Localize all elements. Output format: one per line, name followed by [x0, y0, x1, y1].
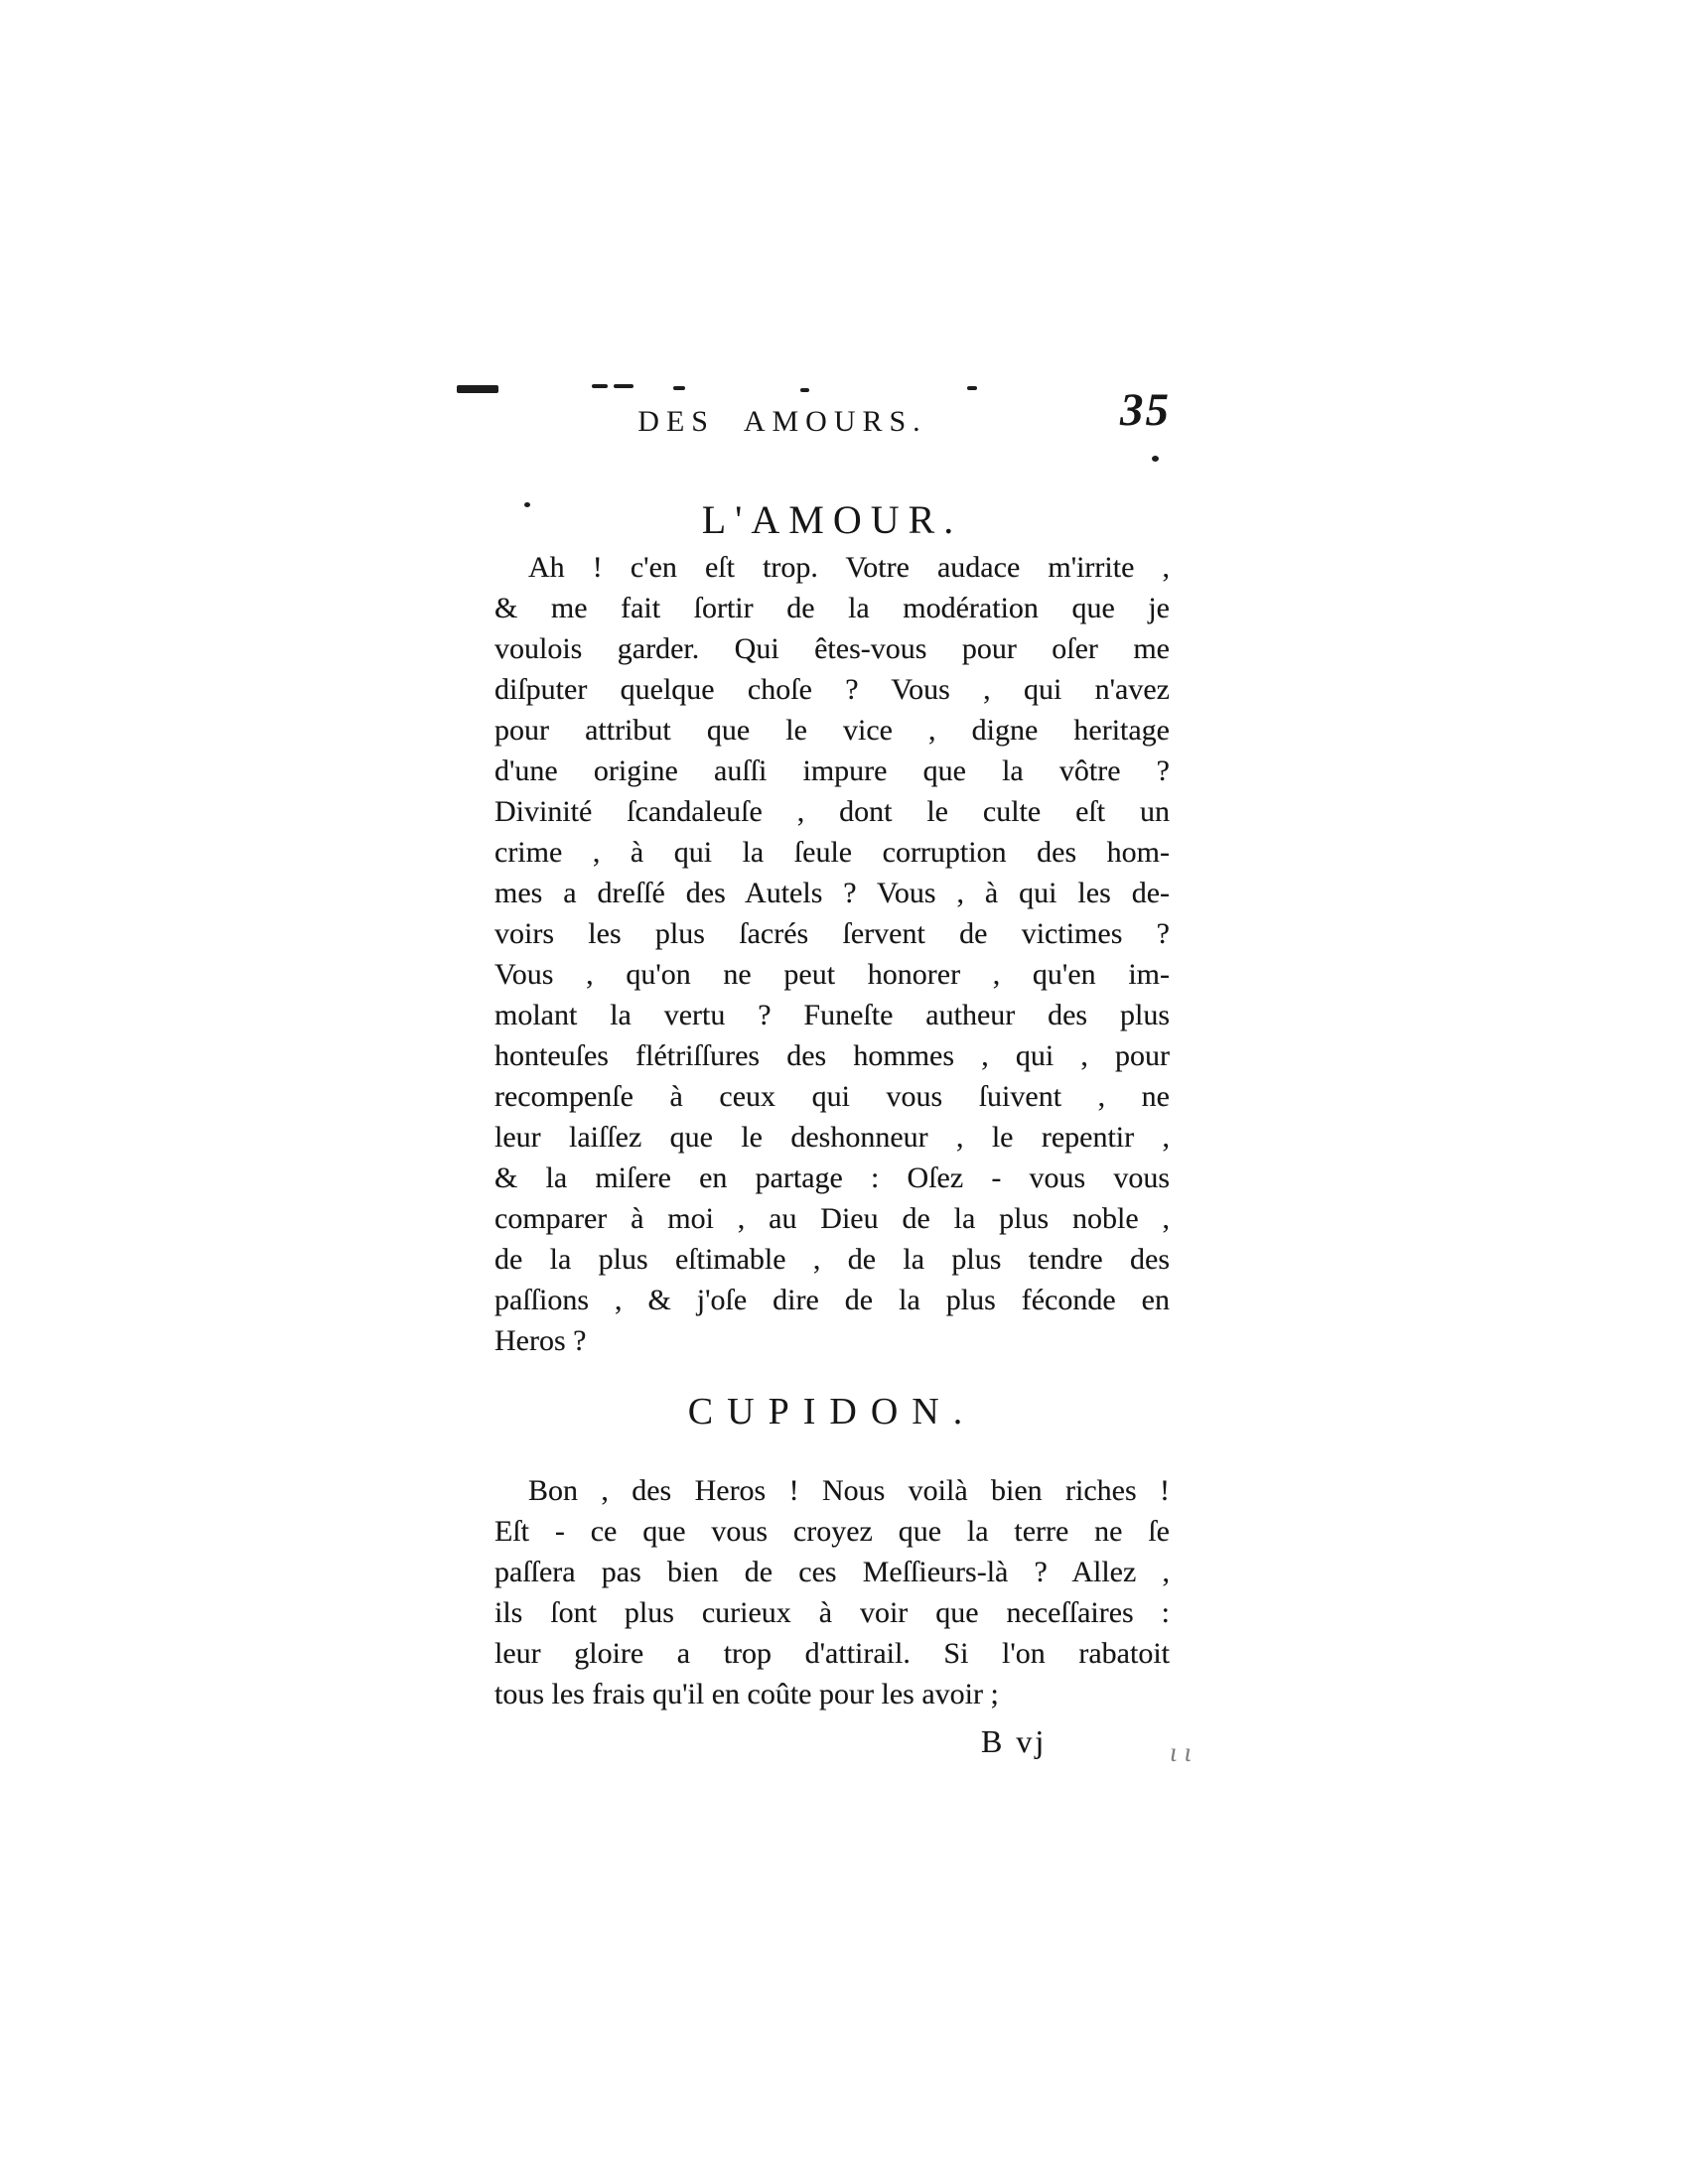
- text-line: paſſera pas bien de ces Meſſieurs-là ? Allez ,: [494, 1556, 1170, 1588]
- text-line: Vous , qu'on ne peut honorer , qu'en im-: [494, 958, 1170, 991]
- broken-rule-fragment: [592, 384, 608, 388]
- speaker-heading-lamour: L'AMOUR.: [701, 497, 963, 542]
- text-line: & la miſere en partage : Oſez - vous vous: [494, 1161, 1170, 1194]
- running-head: DES AMOURS.: [637, 405, 927, 438]
- text-line: crime , à qui la ſeule corruption des hom-: [494, 836, 1170, 869]
- speech-paragraph-lamour: [494, 547, 1170, 1361]
- page-number: 35: [1120, 384, 1171, 436]
- signature-mark: B vj: [981, 1723, 1048, 1759]
- text-line: & me fait ſortir de la modération que je: [494, 592, 1170, 624]
- ink-speck: [967, 386, 977, 390]
- text-line: diſputer quelque choſe ? Vous , qui n'avez: [494, 673, 1170, 706]
- text-line: Bon , des Heros ! Nous voilà bien riches !: [528, 1474, 1170, 1507]
- text-line: paſſions , & j'oſe dire de la plus féconde en: [494, 1284, 1170, 1316]
- broken-rule-fragment: [673, 386, 685, 390]
- text-line: honteuſes flétriſſures des hommes , qui , pour: [494, 1039, 1170, 1072]
- text-line: tous les frais qu'il en coûte pour les avoir ;: [494, 1678, 999, 1710]
- text-line: de la plus eſtimable , de la plus tendre des: [494, 1243, 1170, 1276]
- text-line: mes a dreſſé des Autels ? Vous , à qui les de-: [494, 877, 1170, 909]
- text-line: leur gloire a trop d'attirail. Si l'on rabatoit: [494, 1637, 1170, 1670]
- text-line: Divinité ſcandaleuſe , dont le culte eſt un: [494, 795, 1170, 828]
- text-line: voulois garder. Qui êtes-vous pour oſer me: [494, 632, 1170, 665]
- speaker-heading-cupidon: CUPIDON.: [687, 1391, 977, 1433]
- speech-paragraph-cupidon: [494, 1470, 1170, 1714]
- text-line: recompenſe à ceux qui vous ſuivent , ne: [494, 1080, 1170, 1113]
- text-line: voirs les plus ſacrés ſervent de victimes ?: [494, 917, 1170, 950]
- broken-rule-fragment: [457, 385, 498, 393]
- text-line: molant la vertu ? Funeſte autheur des plus: [494, 999, 1170, 1031]
- offset-ink-mark: ɩɩ: [1170, 1737, 1199, 1767]
- text-line: Eſt - ce que vous croyez que la terre ne ſe: [494, 1515, 1170, 1548]
- text-line: pour attribut que le vice , digne heritage: [494, 714, 1170, 747]
- ink-speck: [1152, 456, 1159, 462]
- ink-speck: [800, 388, 809, 392]
- text-line: leur laiſſez que le deshonneur , le repentir ,: [494, 1121, 1170, 1154]
- text-line: Ah ! c'en eſt trop. Votre audace m'irrite ,: [528, 551, 1170, 584]
- text-line: comparer à moi , au Dieu de la plus noble ,: [494, 1202, 1170, 1235]
- broken-rule-fragment: [614, 384, 633, 388]
- text-line: ils ſont plus curieux à voir que neceſſaires :: [494, 1596, 1170, 1629]
- text-line: Heros ?: [494, 1324, 587, 1357]
- text-line: d'une origine auſſi impure que la vôtre ?: [494, 754, 1170, 787]
